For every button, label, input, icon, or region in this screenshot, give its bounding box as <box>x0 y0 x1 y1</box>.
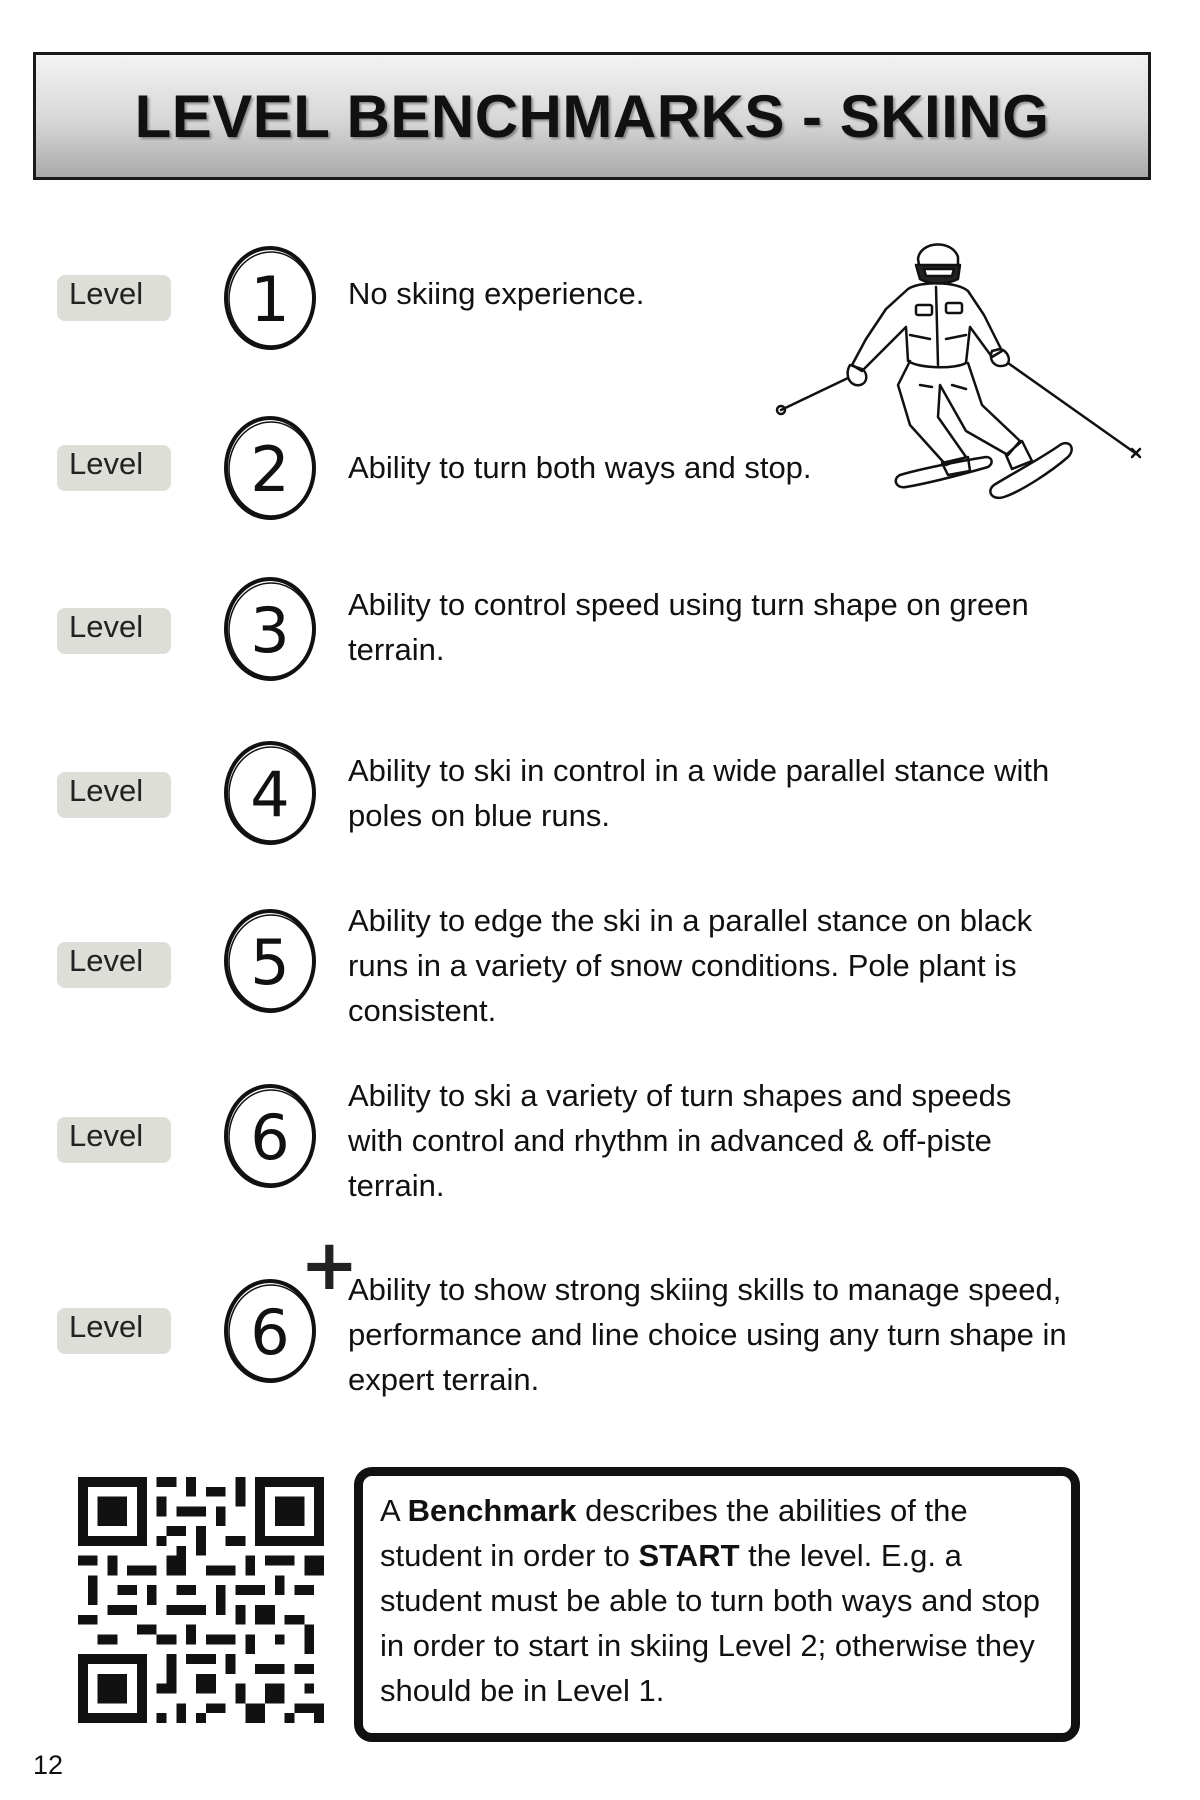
svg-text:4: 4 <box>250 758 290 831</box>
level-description: Ability to show strong skiing skills to manage speed, performance and line choice using any turn shape in expert terrain. <box>348 1272 1067 1397</box>
level-number-icon <box>222 740 318 846</box>
note-bold-start: START <box>638 1538 740 1573</box>
level-number-icon <box>222 245 318 351</box>
note-bold-benchmark: Benchmark <box>407 1493 577 1528</box>
level-badge: Level <box>57 772 171 818</box>
level-number-icon <box>222 576 318 682</box>
level-badge: Level <box>57 942 171 988</box>
benchmark-note <box>354 1467 1080 1742</box>
level-number-icon <box>222 908 318 1014</box>
page-header <box>33 52 1151 180</box>
note-text: describes the abilities of the student in order to <box>380 1493 968 1573</box>
svg-text:5: 5 <box>250 926 290 999</box>
page-number: 12 <box>33 1750 64 1780</box>
level-number-icon <box>222 1083 318 1189</box>
svg-text:3: 3 <box>250 594 290 667</box>
page-title: LEVEL BENCHMARKS - SKIING <box>134 82 1050 150</box>
level-description: Ability to control speed using turn shape on green terrain. <box>348 587 1029 667</box>
level-description: Ability to edge the ski in a parallel stance on black runs in a variety of snow conditions. Pole plant is consistent. <box>348 903 1033 1028</box>
level-description: Ability to ski a variety of turn shapes and speeds with control and rhythm in advanced & off-piste terrain. <box>348 1078 1012 1203</box>
level-description: Ability to turn both ways and stop. <box>348 450 812 485</box>
qr-code-icon <box>78 1477 324 1723</box>
svg-text:6: 6 <box>250 1296 290 1369</box>
plus-icon: + <box>300 1224 359 1306</box>
note-text: A <box>380 1493 408 1528</box>
svg-text:1: 1 <box>250 263 290 336</box>
level-badge: Level <box>57 445 171 491</box>
level-badge: Level <box>57 1308 171 1354</box>
level-badge: Level <box>57 1117 171 1163</box>
svg-text:2: 2 <box>250 433 290 506</box>
level-description: Ability to ski in control in a wide parallel stance with poles on blue runs. <box>348 753 1050 833</box>
level-badge: Level <box>57 608 171 654</box>
note-text: the level. E.g. a student must be able to turn both ways and stop in order to start in skiing Level 2; otherwise they should be in Level 1. <box>380 1538 1041 1708</box>
svg-text:6: 6 <box>250 1101 290 1174</box>
level-description: No skiing experience. <box>348 276 645 311</box>
level-number-icon <box>222 415 318 521</box>
level-badge: Level <box>57 275 171 321</box>
